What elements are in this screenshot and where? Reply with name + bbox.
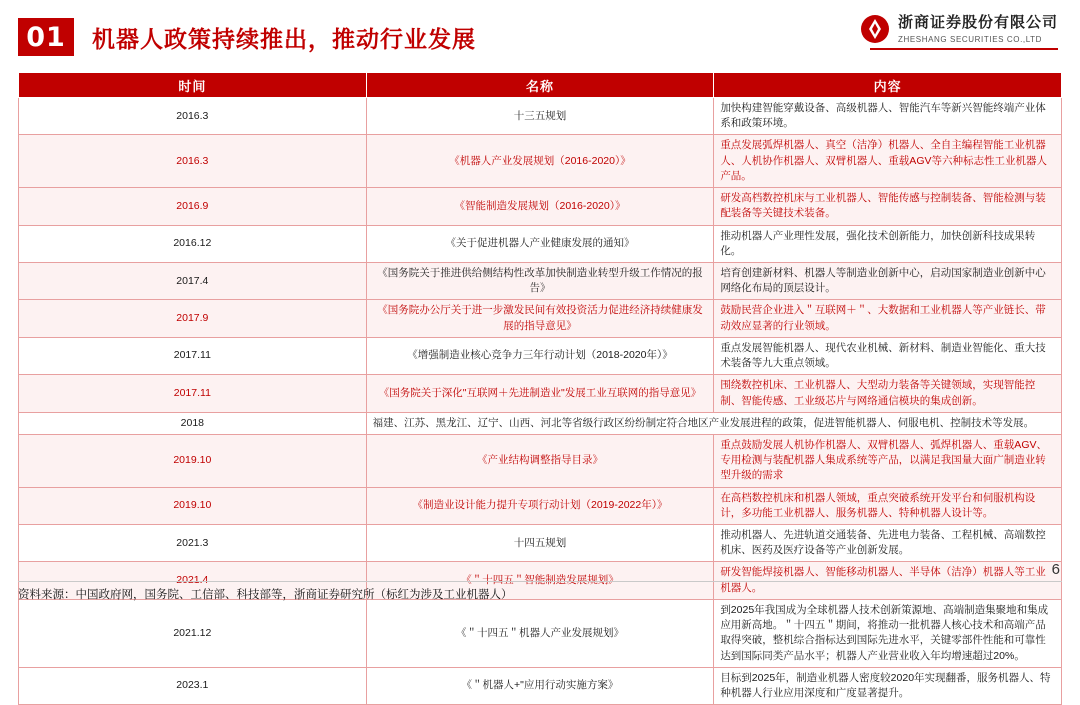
- header-divider: [870, 48, 1058, 50]
- page-title: 机器人政策持续推出，推动行业发展: [92, 25, 476, 52]
- table-row: [19, 375, 1062, 412]
- cell-content: 研发高档数控机床与工业机器人、智能传感与控制装备、智能检测与装配装备等关键技术装备。: [714, 188, 1062, 225]
- cell-content: 到2025年我国成为全球机器人技术创新策源地、高端制造集聚地和集成应用新高地。＂十四五＂期间，将推动一批机器人核心技术和高端产品取得突破，整机综合指标达到国际先进水平，关键零部件性能和可靠性达到国际同类产品水平；机器人产业营业收入年均增速超过20%。: [714, 599, 1062, 667]
- cell-time: 2016.9: [19, 188, 367, 225]
- footer-divider: [18, 581, 1062, 582]
- table-header-row: [19, 73, 1062, 98]
- table-row: [19, 412, 1062, 434]
- table-row: [19, 487, 1062, 524]
- column-header-name: 名称: [366, 73, 714, 98]
- company-name-block: [898, 14, 1058, 45]
- column-header-time: 时间: [19, 73, 367, 98]
- cell-content: 福建、江苏、黑龙江、辽宁、山西、河北等省级行政区纷纷制定符合地区产业发展进程的政策，促进智能机器人、伺服电机、控制技术等发展。: [366, 412, 1061, 434]
- table-row: [19, 188, 1062, 225]
- cell-content: 重点鼓励发展人机协作机器人、双臂机器人、弧焊机器人、重载AGV、专用检测与装配机器人集成系统等产品，以满足我国量大面广制造业转型升级的需求: [714, 434, 1062, 487]
- table-row: [19, 135, 1062, 188]
- cell-time: 2016.3: [19, 135, 367, 188]
- cell-name: 《产业结构调整指导目录》: [366, 434, 714, 487]
- cell-time: 2017.11: [19, 337, 367, 374]
- cell-content: 目标到2025年，制造业机器人密度较2020年实现翻番，服务机器人、特种机器人行业应用深度和广度显著提升。: [714, 667, 1062, 704]
- table-row: [19, 599, 1062, 667]
- company-name-cn: 浙商证券股份有限公司: [897, 14, 1058, 31]
- company-name-en: ZHESHANG SECURITIES CO.,LTD: [897, 34, 1043, 44]
- cell-time: 2021.3: [19, 525, 367, 562]
- page-number: 6: [1051, 561, 1060, 578]
- table-row: [19, 98, 1062, 135]
- company-logo: [860, 14, 1058, 45]
- source-note: 资料来源：中国政府网，国务院、工信部、科技部等，浙商证券研究所（标红为涉及工业机器人）: [18, 589, 513, 601]
- cell-time: 2019.10: [19, 434, 367, 487]
- cell-content: 重点发展弧焊机器人、真空（洁净）机器人、全自主编程智能工业机器人、人机协作机器人、双臂机器人、重载AGV等六种标志性工业机器人产品。: [714, 135, 1062, 188]
- cell-time: 2017.4: [19, 262, 367, 299]
- cell-content: 培育创建新材料、机器人等制造业创新中心，启动国家制造业创新中心网络化布局的顶层设计。: [714, 262, 1062, 299]
- cell-name: 《国务院关于深化"互联网＋先进制造业"发展工业互联网的指导意见》: [366, 375, 714, 412]
- cell-name: 《制造业设计能力提升专项行动计划（2019-2022年）》: [366, 487, 714, 524]
- cell-name: 《关于促进机器人产业健康发展的通知》: [366, 225, 714, 262]
- cell-name: 《国务院关于推进供给侧结构性改革加快制造业转型升级工作情况的报告》: [366, 262, 714, 299]
- cell-time: 2019.10: [19, 487, 367, 524]
- cell-name: 《增强制造业核心竞争力三年行动计划（2018-2020年）》: [366, 337, 714, 374]
- table-row: [19, 262, 1062, 299]
- cell-content: 推动机器人、先进轨道交通装备、先进电力装备、工程机械、高端数控机床、医药及医疗设备等产业创新发展。: [714, 525, 1062, 562]
- cell-time: 2017.11: [19, 375, 367, 412]
- cell-name: 十三五规划: [366, 98, 714, 135]
- cell-content: 围绕数控机床、工业机器人、大型动力装备等关键领域，实现智能控制、智能传感、工业级芯片与网络通信模块的集成创新。: [714, 375, 1062, 412]
- zheshang-logo-icon: [860, 14, 890, 44]
- column-header-content: 内容: [714, 73, 1062, 98]
- cell-content: 在高档数控机床和机器人领域，重点突破系统开发平台和伺服机构设计，多功能工业机器人、服务机器人、特种机器人设计等。: [714, 487, 1062, 524]
- cell-content: 推动机器人产业理性发展，强化技术创新能力，加快创新科技成果转化。: [714, 225, 1062, 262]
- table-row: [19, 434, 1062, 487]
- cell-content: 鼓励民营企业进入＂互联网＋＂、大数据和工业机器人等产业链长、带动效应显著的行业领域。: [714, 300, 1062, 337]
- table-row: [19, 225, 1062, 262]
- cell-name: 十四五规划: [366, 525, 714, 562]
- cell-content: 重点发展智能机器人、现代农业机械、新材料、制造业智能化、重大技术装备等九大重点领域。: [714, 337, 1062, 374]
- cell-time: 2017.9: [19, 300, 367, 337]
- cell-name: 《国务院办公厅关于进一步激发民间有效投资活力促进经济持续健康发展的指导意见》: [366, 300, 714, 337]
- cell-time: 2018: [19, 412, 367, 434]
- cell-name: 《智能制造发展规划（2016-2020）》: [366, 188, 714, 225]
- section-number-badge: 01: [18, 18, 74, 56]
- policy-table: [18, 72, 1062, 705]
- slide-header: [18, 14, 1062, 60]
- cell-content: 研发智能焊接机器人、智能移动机器人、半导体（洁净）机器人等工业机器人。: [714, 562, 1062, 599]
- table-row: [19, 525, 1062, 562]
- table-row: [19, 667, 1062, 704]
- cell-time: 2016.3: [19, 98, 367, 135]
- cell-content: 加快构建智能穿戴设备、高级机器人、智能汽车等新兴智能终端产业体系和政策环境。: [714, 98, 1062, 135]
- cell-name: 《＂机器人+"应用行动实施方案》: [366, 667, 714, 704]
- cell-name: 《＂十四五＂机器人产业发展规划》: [366, 599, 714, 667]
- table-row: [19, 300, 1062, 337]
- cell-time: 2021.12: [19, 599, 367, 667]
- cell-time: 2023.1: [19, 667, 367, 704]
- table-row: [19, 337, 1062, 374]
- cell-time: 2016.12: [19, 225, 367, 262]
- cell-name: 《机器人产业发展规划（2016-2020）》: [366, 135, 714, 188]
